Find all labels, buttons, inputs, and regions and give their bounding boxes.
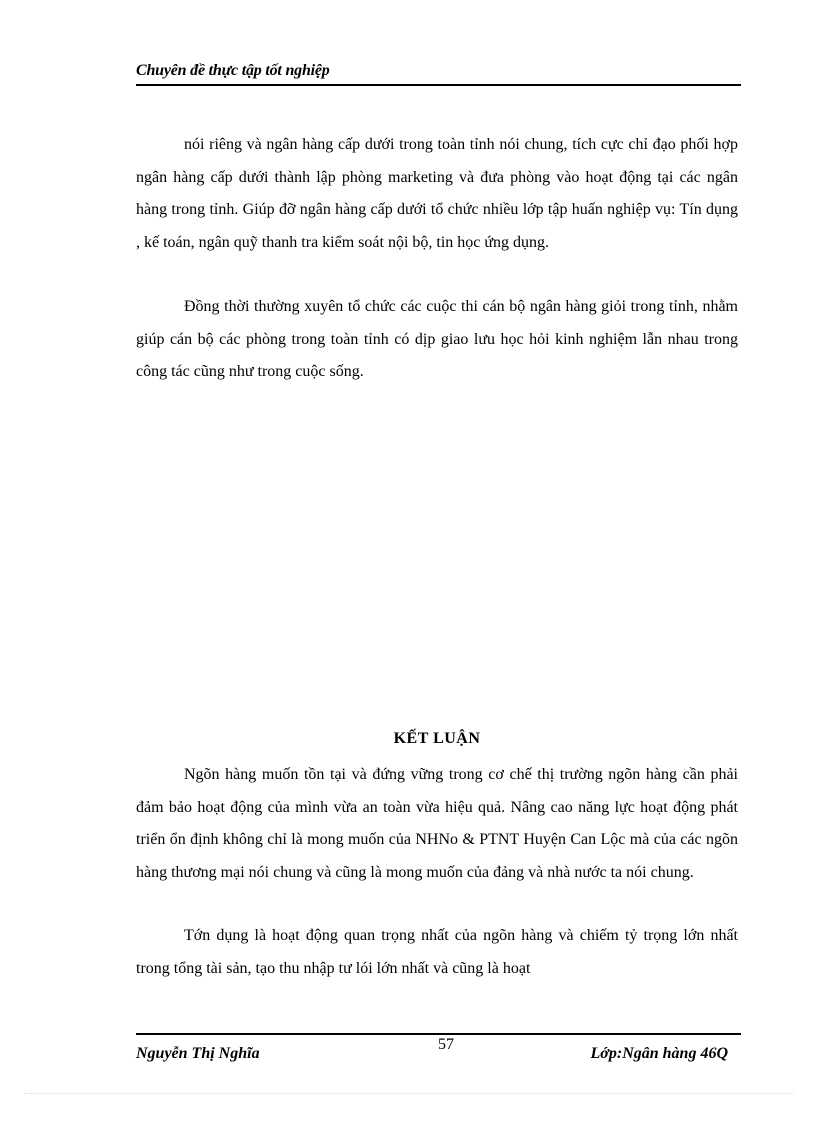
footer-rule (136, 1033, 741, 1035)
footer-author: Nguyễn Thị Nghĩa (136, 1045, 260, 1062)
header-rule (136, 84, 741, 86)
body-paragraph-2: Đồng thời thường xuyên tổ chức các cuộc thi cán bộ ngân hàng giỏi trong tỉnh, nhằm giúp cán bộ các phòng trong toàn tỉnh có dịp giao lưu học hỏi kinh nghiệm lẫn nhau trong công tác cũng như trong cuộc sống. (136, 298, 738, 380)
conclusion-paragraph-1: Ngõn hàng muốn tồn tại và đứng vững trong cơ chế thị trường ngõn hàng cần phải đảm bảo hoạt động của mình vừa an toàn vừa hiệu quả. Nâng cao năng lực hoạt động phát triển ổn định không chỉ là mong muốn của NHNo & PTNT Huyện Can Lộc mà của các ngõn hàng thương mại nói chung và cũng là mong muốn của đảng và nhà nước ta nói chung. (136, 766, 738, 881)
page-number: 57 (438, 1036, 454, 1053)
conclusion-paragraph-2: Tớn dụng là hoạt động quan trọng nhất của ngõn hàng và chiếm tỷ trọng lớn nhất trong tổng tài sản, tạo thu nhập tư lói lớn nhất và cũng là hoạt (136, 927, 738, 977)
footer-class-label: Lớp:Ngân hàng 46Q (590, 1045, 728, 1062)
document-header-title: Chuyên đề thực tập tốt nghiệp (136, 62, 330, 79)
page-bottom-divider (24, 1093, 794, 1094)
body-paragraph-1: nói riêng và ngân hàng cấp dưới trong toàn tỉnh nói chung, tích cực chỉ đạo phối hợp ngân hàng cấp dưới thành lập phòng marketing và đưa phòng vào hoạt động tại các ngân hàng trong tỉnh. Giúp đỡ ngân hàng cấp dưới tổ chức nhiều lớp tập huấn nghiệp vụ: Tín dụng , kế toán, ngân quỹ thanh tra kiểm soát nội bộ, tin học ứng dụng. (136, 136, 738, 251)
section-heading-conclusion: KẾT LUẬN (393, 730, 481, 747)
